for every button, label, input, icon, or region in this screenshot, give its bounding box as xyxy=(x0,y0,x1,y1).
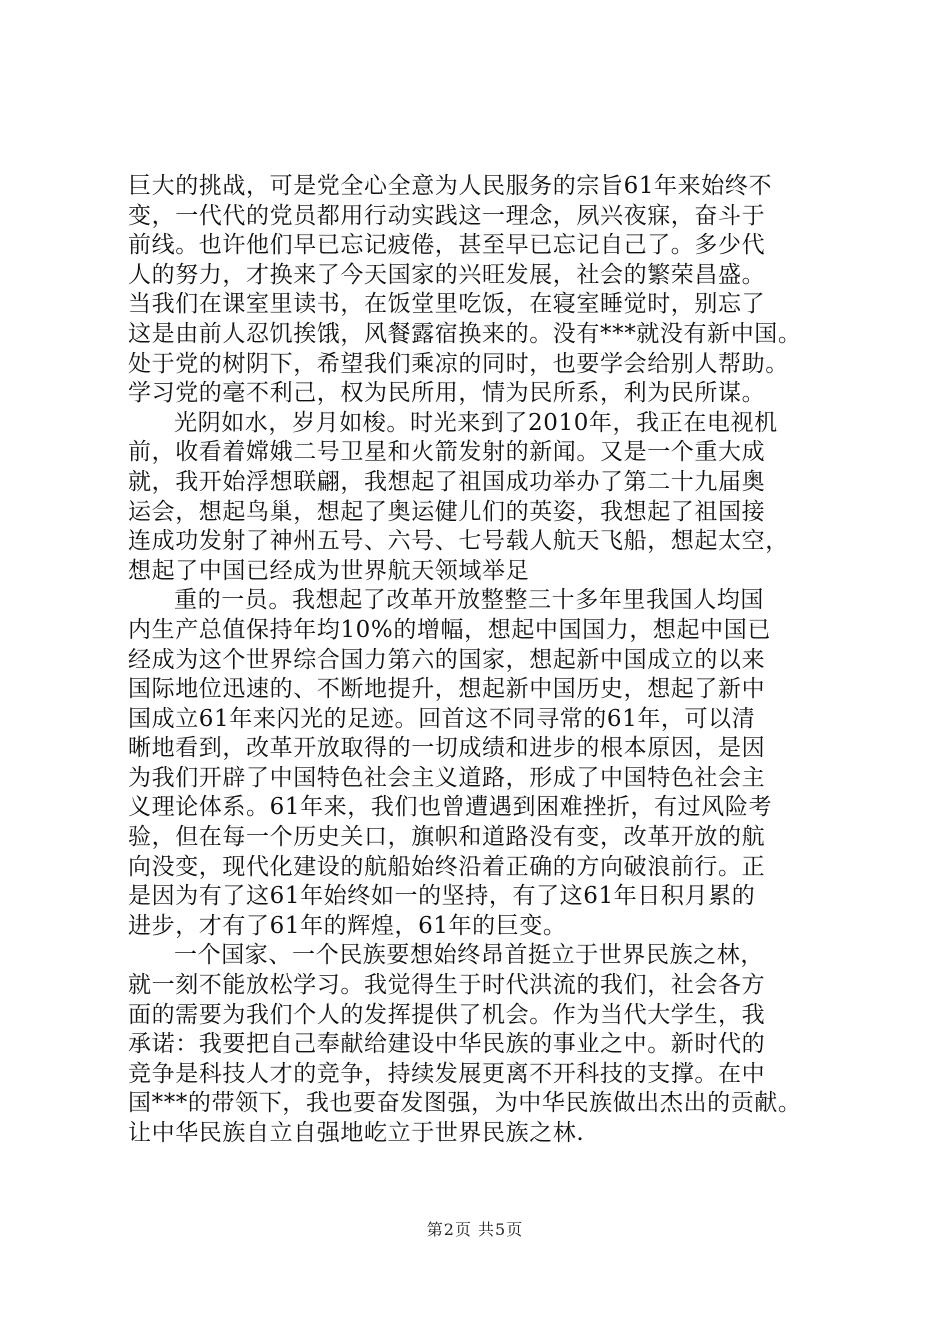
text-line: 让中华民族自立自强地屹立于世界民族之林. xyxy=(128,1120,585,1146)
text-line: 国成立61年来闪光的足迹。回首这不同寻常的61年，可以清 xyxy=(128,705,756,732)
text-line: 面的需要为我们个人的发挥提供了机会。作为当代大学生，我 xyxy=(128,1001,766,1028)
text-line: 学习党的毫不利己，权为民所用，情为民所系，利为民所谋。 xyxy=(128,380,766,407)
text-line: 人的努力，才换来了今天国家的兴旺发展，社会的繁荣昌盛。 xyxy=(128,261,766,288)
text-line: 竞争是科技人才的竞争，持续发展更离不开科技的支撑。在中 xyxy=(128,1060,766,1087)
text-line: 国***的带领下，我也要奋发图强，为中华民族做出杰出的贡献。 xyxy=(128,1090,802,1117)
text-line: 处于党的树阴下，希望我们乘凉的同时，也要学会给别人帮助。 xyxy=(128,350,789,377)
text-line: 想起了中国已经成为世界航天领域举足 xyxy=(128,557,530,584)
text-line: 经成为这个世界综合国力第六的国家，想起新中国成立的以来 xyxy=(128,646,766,673)
text-line: 义理论体系。61年来，我们也曾遭遇到困难挫折，有过风险考 xyxy=(128,794,773,821)
text-line: 国际地位迅速的、不断地提升，想起新中国历史，想起了新中 xyxy=(128,676,766,703)
text-line: 重的一员。我想起了改革开放整整三十多年里我国人均国 xyxy=(174,587,764,614)
text-line: 这是由前人忍饥挨饿，风餐露宿换来的。没有***就没有新中国。 xyxy=(128,320,802,347)
text-line: 进步，才有了61年的辉煌，61年的巨变。 xyxy=(128,912,567,939)
text-line: 验，但在每一个历史关口，旗帜和道路没有变，改革开放的航 xyxy=(128,824,766,851)
text-line: 光阴如水，岁月如梭。时光来到了2010年，我正在电视机 xyxy=(174,409,778,436)
text-line: 连成功发射了神州五号、六号、七号载人航天飞船，想起太空， xyxy=(128,528,789,555)
text-line: 就，我开始浮想联翩，我想起了祖国成功举办了第二十九届奥 xyxy=(128,468,766,495)
text-line: 内生产总值保持年均10%的增幅，想起中国国力，想起中国已 xyxy=(128,616,771,643)
text-line: 变，一代代的党员都用行动实践这一理念，夙兴夜寐，奋斗于 xyxy=(128,202,766,229)
page-number-footer: 第2页 共5页 xyxy=(426,1220,524,1239)
text-line: 承诺：我要把自己奉献给建设中华民族的事业之中。新时代的 xyxy=(128,1031,766,1058)
text-line: 向没变，现代化建设的航船始终沿着正确的方向破浪前行。正 xyxy=(128,853,766,880)
text-line: 就一刻不能放松学习。我觉得生于时代洪流的我们，社会各方 xyxy=(128,972,766,999)
text-line: 为我们开辟了中国特色社会主义道路，形成了中国特色社会主 xyxy=(128,764,766,791)
text-line: 前线。也许他们早已忘记疲倦，甚至早已忘记自己了。多少代 xyxy=(128,232,766,259)
text-line: 当我们在课室里读书，在饭堂里吃饭，在寝室睡觉时，别忘了 xyxy=(128,291,766,318)
text-line: 晰地看到，改革开放取得的一切成绩和进步的根本原因，是因 xyxy=(128,735,766,762)
document-body xyxy=(128,172,828,1149)
text-line: 运会，想起鸟巢，想起了奥运健儿们的英姿，我想起了祖国接 xyxy=(128,498,766,525)
text-line: 一个国家、一个民族要想始终昂首挺立于世界民族之林， xyxy=(174,942,764,969)
text-line: 前，收看着嫦娥二号卫星和火箭发射的新闻。又是一个重大成 xyxy=(128,439,766,466)
text-line: 巨大的挑战，可是党全心全意为人民服务的宗旨61年来始终不 xyxy=(128,173,773,199)
text-line: 是因为有了这61年始终如一的坚持，有了这61年日积月累的 xyxy=(128,883,756,910)
